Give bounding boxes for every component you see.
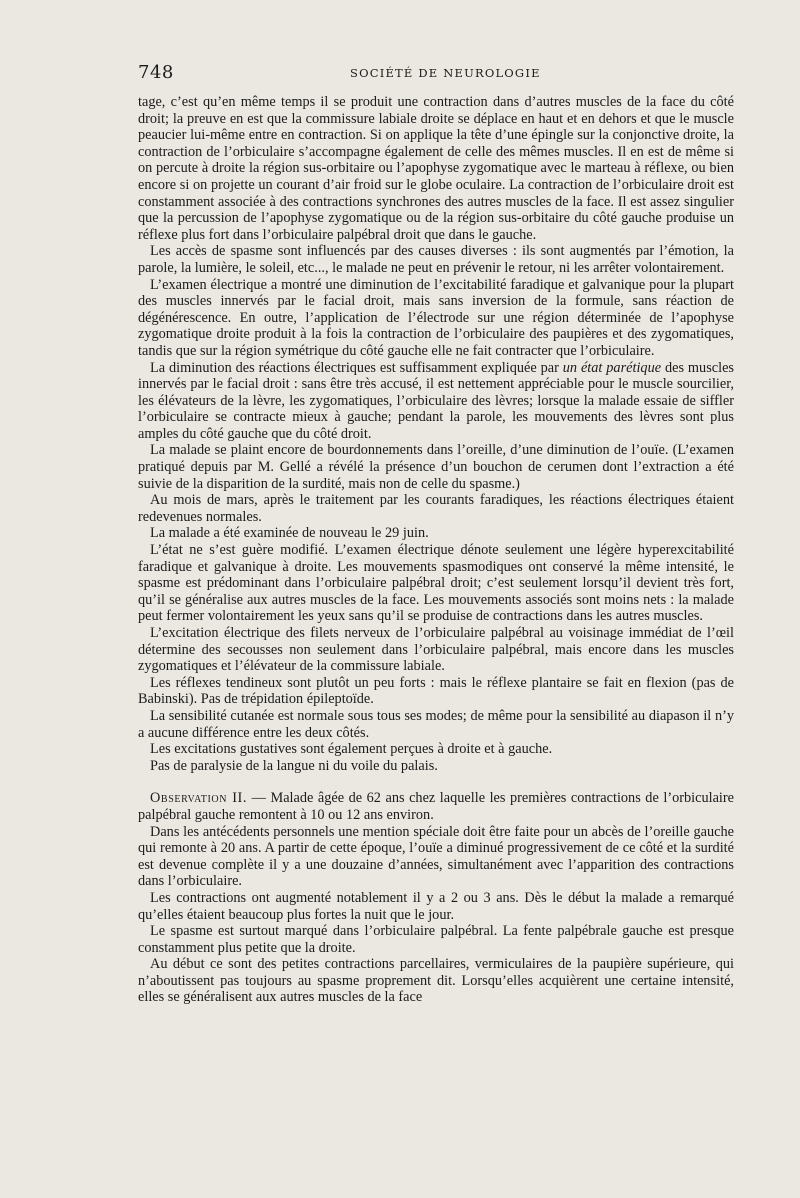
text-run: des muscles innervés par le facial droit : sans être très accusé, il est nettement appréciable pour le muscle sourcilier, les élévateurs de la lèvre, les zygomatiques, l’orbiculaire des lèvres; lorsque la malade essaie de siffler l’orbiculaire se contracte mieux à gauche; pendant la parole, les mouvements des lèvres sont plus amples du côté gauche que du côté droit. [138, 359, 734, 442]
paragraph [138, 360, 734, 443]
observation-label: Observation II. [150, 790, 248, 807]
paragraph: L’examen électrique a montré une diminution de l’excitabilité faradique et galvanique pour la plupart des muscles innervés par le facial droit, mais sans inversion de la formule, sans réaction de dégénérescence. En outre, l’application de l’électrode sur une région déterminée de l’apophyse zygomatique droite produit à la fois la contraction de l’orbiculaire des paupières et des zygomatiques, tandis que sur la région symétrique du côté gauche elle ne fait contracter que l’orbiculaire. [138, 276, 734, 359]
page-header [138, 62, 738, 84]
paragraph: La malade a été examinée de nouveau le 29 juin. [150, 525, 429, 542]
paragraph: Dans les antécédents personnels une mention spéciale doit être faite pour un abcès de l’oreille gauche qui remonte à 20 ans. A partir de cette époque, l’ouïe a diminué progressivement de ce côté et la surdité est devenue complète il y a une douzaine d’années, simultanément avec l’apparition des contractions dans l’orbiculaire. [138, 823, 734, 890]
italic-phrase: un état parétique [562, 359, 662, 376]
paragraph: Au mois de mars, après le traitement par les courants faradiques, les réactions électriques étaient redevenues normales. [138, 492, 734, 525]
text-run: La diminution des réactions électriques est suffisamment expliquée par [150, 359, 563, 376]
paragraph: Les excitations gustatives sont également perçues à droite et à gauche. [150, 741, 553, 758]
paragraph: Pas de paralysie de la langue ni du voile du palais. [150, 757, 438, 774]
paragraph: La sensibilité cutanée est normale sous tous ses modes; de même pour la sensibilité au diapason il n’y a aucune différence entre les deux côtés. [138, 707, 734, 741]
paragraph: Les contractions ont augmenté notablement il y a 2 ou 3 ans. Dès le début la malade a remarqué qu’elles étaient beaucoup plus fortes la nuit que le jour. [138, 889, 734, 923]
paragraph: Les réflexes tendineux sont plutôt un peu forts : mais le réflexe plantaire se fait en flexion (pas de Babinski). Pas de trépidation épileptoïde. [138, 674, 734, 708]
page-number: 748 [138, 62, 174, 83]
paragraph: Le spasme est surtout marqué dans l’orbiculaire palpébral. La fente palpébrale gauche est presque constamment plus petite que la droite. [138, 923, 734, 956]
paragraph: tage, c’est qu’en même temps il se produit une contraction dans d’autres muscles de la face du côté droit; la preuve en est que la commissure labiale droite se déplace en haut et en dehors et que le muscle peaucier lui-même entre en contraction. Si on applique la tête d’une épingle sur la conjonctive droite, la contraction de l’orbiculaire s’accompagne également de celle des mêmes muscles. Il en est de même si on percute à droite la région sus-orbitaire ou l’apophyse zygomatique avec le marteau à réflexe, ou bien encore si on projette un courant d’air froid sur le globe oculaire. La contraction de l’orbiculaire droit est constamment associée à des contractions synchrones des autres muscles de la face. Il est assez singulier que la percussion de l’apophyse zygomatique ou de la région sus-orbitaire du côté gauche produise un réflexe plus fort dans l’orbiculaire palpébral droit que dans le gauche. [138, 94, 734, 243]
paragraph: L’état ne s’est guère modifié. L’examen électrique dénote seulement une légère hyperexcitabilité faradique et galvanique à droite. Les mouvements spasmodiques ont conservé la même intensité, le spasme est prédominant dans l’orbiculaire palpébral droit; c’est seulement lorsqu’il devient très fort, qu’il se généralise aux autres muscles de la face. Les mouvements associés sont moins nets : la malade peut fermer volontairement les yeux sans qu’il se produise de contractions dans les autres muscles. [138, 542, 734, 625]
observation-heading [138, 790, 734, 823]
body-text [138, 94, 734, 1006]
paragraph: La malade se plaint encore de bourdonnements dans l’oreille, d’une diminution de l’ouïe. (L’examen pratiqué depuis par M. Gellé a révélé la présence d’un bouchon de cerumen dont l’extraction a été suivie de la disparition de la surdité, mais non de celle du spasme.) [138, 442, 734, 492]
observation-intro: — Malade âgée de 62 ans chez laquelle les premières contractions de l’orbiculaire palpébral gauche remontent à 10 ou 12 ans environ. [138, 790, 734, 823]
running-head: SOCIÉTÉ DE NEUROLOGIE [350, 66, 541, 80]
paragraph: Les accès de spasme sont influencés par des causes diverses : ils sont augmentés par l’émotion, la parole, la lumière, le soleil, etc..., le malade ne peut en prévenir le retour, ni les arrêter volontairement. [138, 243, 734, 276]
paragraph: Au début ce sont des petites contractions parcellaires, vermiculaires de la paupière supérieure, qui n’aboutissent pas toujours au spasme proprement dit. Lorsqu’elles acquièrent une certaine intensité, elles se généralisent aux autres muscles de la face [138, 956, 734, 1006]
paragraph: L’excitation électrique des filets nerveux de l’orbiculaire palpébral au voisinage immédiat de l’œil détermine des secousses non seulement dans l’orbiculaire palpébral, mais encore dans les muscles zygomatiques et l’élévateur de la commissure labiale. [138, 625, 734, 675]
